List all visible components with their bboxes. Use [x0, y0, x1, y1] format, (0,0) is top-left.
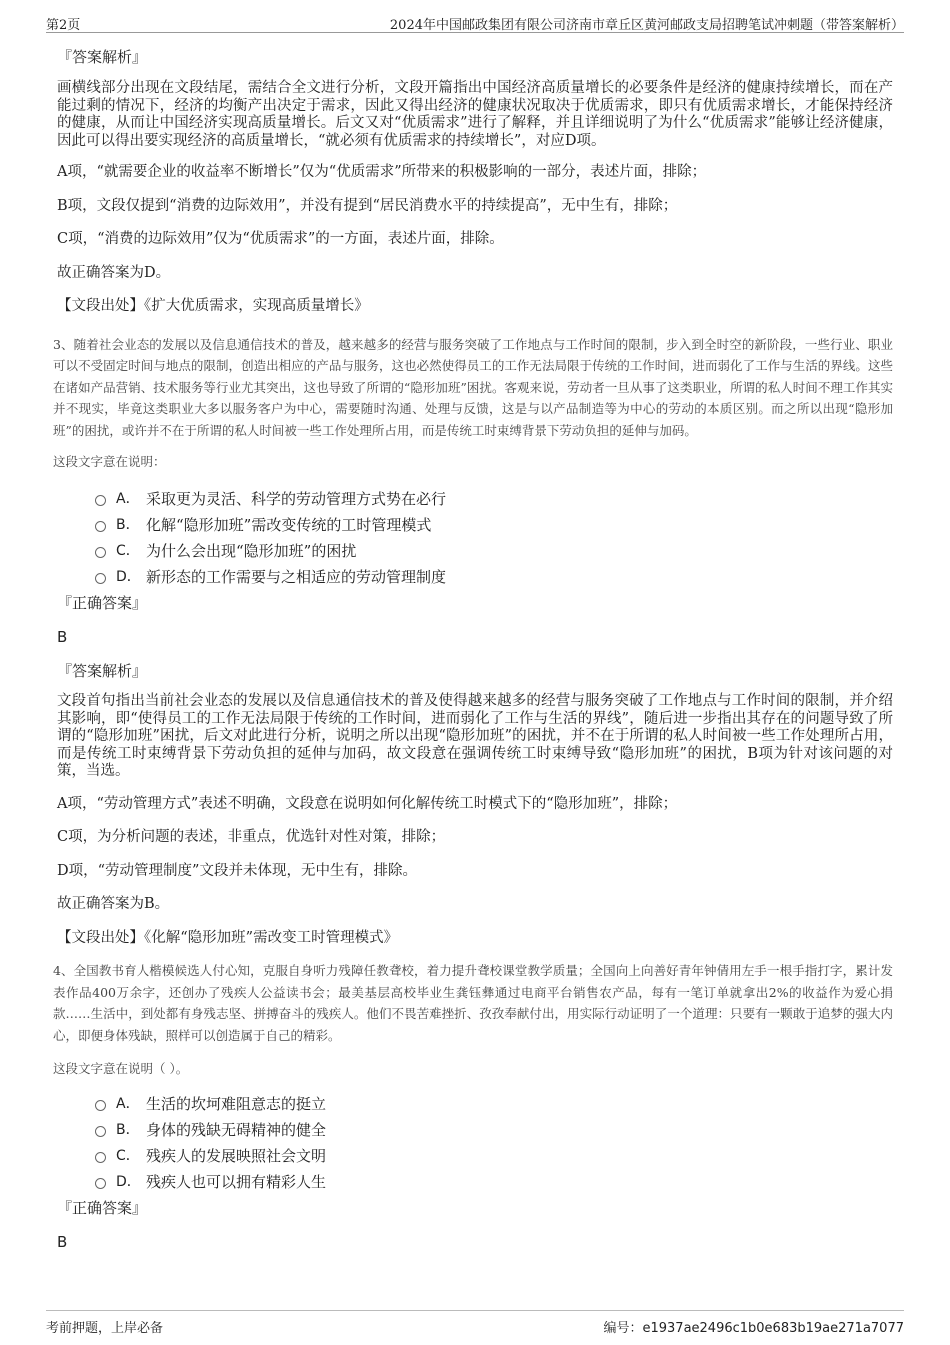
- source-citation: 【文段出处】《扩大优质需求，实现高质量增长》: [57, 298, 369, 314]
- code-value: e1937ae2496c1b0e683b19ae271a7077: [642, 1321, 904, 1336]
- option-list: [95, 486, 893, 590]
- option-key: B．: [116, 517, 140, 533]
- analysis-text: 文段首句指出当前社会业态的发展以及信息通信技术的普及使得越来越多的经营与服务突破了工作地点与工作时间的限制，并介绍其影响，即“使得员工的工作无法局限于传统的工作时间，进而弱化了工作与生活的界线”，随后进一步指出其存在的问题导致了所谓的“隐形加班”困扰，后文对此进行分析，说明之所以出现“隐形加班”的困扰，并不在于所谓的私人时间被一些工作处理所占用，而是传统工时束缚背景下劳动负担的延伸与加码，故文段意在强调传统工时束缚导致“隐形加班”的困扰，B项为针对该问题的对策，当选。: [57, 693, 893, 779]
- option-text: 生活的坎坷难阻意志的挺立: [146, 1094, 327, 1113]
- question-text: 4、全国教书育人楷模候选人付心知，克服自身听力残障任教聋校，着力提升聋校课堂教学质量；全国向上向善好青年钟倩用左手一根手指打字，累计发表作品400万余字，还创办了残疾人公益读书会；最美基层高校毕业生龚钰彝通过电商平台销售农产品，每有一笔订单就拿出2%的收益作为爱心捐款……生活中，到处都有身残志坚、拼搏奋斗的残疾人。他们不畏苦难挫折、孜孜奉献付出，用实际行动证明了一个道理：只要有一颗敢于追梦的强大内心，即便身体残缺，照样可以创造属于自己的精彩。: [53, 963, 893, 1043]
- analysis-line: 故正确答案为B。: [57, 896, 170, 912]
- option-key: B．: [116, 1121, 140, 1138]
- option-key: C．: [116, 1147, 140, 1164]
- analysis-line: D项，“劳动管理制度”文段并未体现，无中生有，排除。: [57, 862, 417, 879]
- option-c[interactable]: [95, 1143, 893, 1169]
- question-prompt: 这段文字意在说明（ ）。: [53, 1061, 189, 1076]
- option-list: [95, 1091, 893, 1195]
- page-number: 第2页: [46, 18, 81, 33]
- page-content: [53, 40, 893, 1266]
- option-text: 新形态的工作需要与之相适应的劳动管理制度: [146, 568, 447, 586]
- option-c[interactable]: [95, 538, 893, 564]
- footer-slogan: 考前押题，上岸必备: [46, 1321, 164, 1336]
- analysis-label: 『答案解析』: [57, 662, 148, 680]
- analysis-line: C项，为分析问题的表述，非重点，优选针对性对策，排除；: [57, 829, 446, 845]
- correct-answer: B: [57, 628, 68, 646]
- radio-icon[interactable]: [95, 521, 106, 532]
- option-text: 为什么会出现“隐形加班”的困扰: [146, 542, 357, 560]
- question-text: 3、随着社会业态的发展以及信息通信技术的普及，越来越多的经营与服务突破了工作地点与工作时间的限制，步入到全时空的新阶段，一些行业、职业可以不受固定时间与地点的限制，创造出相应的产品与服务，这也必然使得员工的工作无法局限于传统的工作时间，进而弱化了工作与生活的界线。这些在诸如产品营销、技术服务等行业尤其突出，这也导致了所谓的“隐形加班”困扰。客观来说，劳动者一旦从事了这类职业，所谓的私人时间不理工作其实并不现实，毕竟这类职业大多以服务客户为中心，需要随时沟通、处理与反馈，这是与以产品制造等为中心的劳动的本质区别。而之所以出现“隐形加班”的困扰，或许并不在于所谓的私人时间被一些工作处理所占用，而是传统工时束缚背景下劳动负担的延伸与加码。: [53, 336, 893, 438]
- option-d[interactable]: [95, 564, 893, 590]
- option-text: 身体的残缺无碍精神的健全: [146, 1120, 327, 1139]
- page-header: [46, 12, 904, 33]
- option-text: 残疾人也可以拥有精彩人生: [146, 1172, 327, 1191]
- option-key: A．: [116, 1095, 140, 1112]
- document-code: [603, 1317, 904, 1336]
- radio-icon[interactable]: [95, 547, 106, 558]
- radio-icon[interactable]: [95, 1126, 106, 1137]
- option-key: D．: [116, 569, 141, 585]
- option-key: C．: [116, 543, 140, 559]
- option-key: D．: [116, 1173, 141, 1190]
- radio-icon[interactable]: [95, 573, 106, 584]
- option-text: 采取更为灵活、科学的劳动管理方式势在必行: [146, 490, 447, 508]
- correct-answer-label: 『正确答案』: [57, 1198, 148, 1217]
- correct-answer: B: [57, 1232, 68, 1251]
- code-label: 编号：: [603, 1321, 643, 1336]
- option-b[interactable]: [95, 512, 893, 538]
- analysis-line: B项，文段仅提到“消费的边际效用”，并没有提到“居民消费水平的持续提高”，无中生有，排除；: [57, 197, 678, 214]
- correct-answer-label: 『正确答案』: [57, 594, 148, 612]
- analysis-text: 画横线部分出现在文段结尾，需结合全文进行分析，文段开篇指出中国经济高质量增长的必要条件是经济的健康持续增长，而在产能过剩的情况下，经济的均衡产出决定于需求，因此又得出经济的健康状况取决于优质需求，即只有优质需求增长，才能保持经济的健康，从而让中国经济实现高质量增长。后文又对“优质需求”进行了解释，并且详细说明了为什么“优质需求”能够让经济健康，因此可以得出要实现经济的高质量增长，“就必须有优质需求的持续增长”，对应D项。: [57, 80, 893, 149]
- analysis-line: 故正确答案为D。: [57, 264, 171, 281]
- analysis-line: C项，“消费的边际效用”仅为“优质需求”的一方面，表述片面，排除。: [57, 231, 504, 247]
- analysis-line: A项，“劳动管理方式”表述不明确，文段意在说明如何化解传统工时模式下的“隐形加班”，排除；: [57, 795, 678, 812]
- option-a[interactable]: [95, 486, 893, 512]
- option-text: 化解“隐形加班”需改变传统的工时管理模式: [146, 516, 432, 534]
- option-b[interactable]: [95, 1117, 893, 1143]
- radio-icon[interactable]: [95, 495, 106, 506]
- source-citation: 【文段出处】《化解“隐形加班”需改变工时管理模式》: [57, 929, 399, 946]
- option-key: A．: [116, 491, 140, 507]
- page-footer: [46, 1310, 904, 1339]
- radio-icon[interactable]: [95, 1152, 106, 1163]
- document-title: 2024年中国邮政集团有限公司济南市章丘区黄河邮政支局招聘笔试冲刺题（带答案解析）: [389, 18, 904, 33]
- radio-icon[interactable]: [95, 1178, 106, 1189]
- analysis-label: 『答案解析』: [57, 48, 148, 66]
- radio-icon[interactable]: [95, 1100, 106, 1111]
- option-d[interactable]: [95, 1169, 893, 1195]
- option-a[interactable]: [95, 1091, 893, 1117]
- option-text: 残疾人的发展映照社会文明: [146, 1146, 327, 1165]
- analysis-line: A项，“就需要企业的收益率不断增长”仅为“优质需求”所带来的积极影响的一部分，表述片面，排除；: [57, 164, 707, 180]
- question-prompt: 这段文字意在说明：: [53, 454, 166, 469]
